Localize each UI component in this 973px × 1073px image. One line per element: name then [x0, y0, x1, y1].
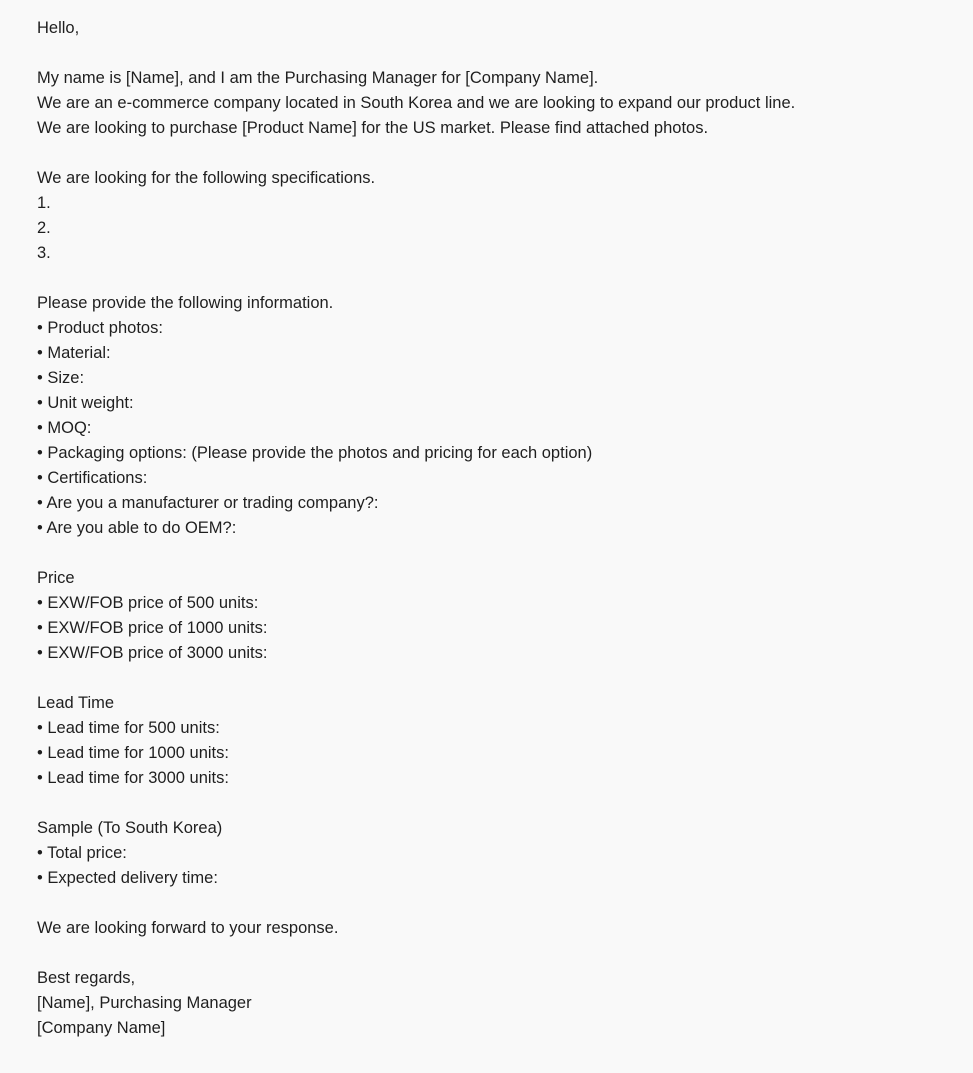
text-line: • Packaging options: (Please provide the photos and pricing for each option) — [37, 444, 593, 462]
text-line: [Company Name] — [37, 1019, 166, 1037]
text-line: • MOQ: — [37, 419, 92, 437]
blank-line — [37, 41, 805, 66]
blank-line — [37, 791, 805, 816]
text-line: • Total price: — [37, 844, 127, 862]
blank-line — [37, 266, 805, 291]
text-line: Hello, — [37, 19, 80, 37]
email-body — [37, 16, 805, 1041]
text-line: • EXW/FOB price of 1000 units: — [37, 619, 268, 637]
text-line: • Are you able to do OEM?: — [37, 519, 237, 537]
text-line: • Are you a manufacturer or trading company?: — [37, 494, 379, 512]
text-line: Price — [37, 569, 75, 587]
text-line: • Lead time for 1000 units: — [37, 744, 229, 762]
text-line: We are looking forward to your response. — [37, 919, 339, 937]
text-line: • Lead time for 500 units: — [37, 719, 220, 737]
text-line: • EXW/FOB price of 3000 units: — [37, 644, 268, 662]
text-line: • Expected delivery time: — [37, 869, 218, 887]
text-line: • Product photos: — [37, 319, 163, 337]
text-line: We are looking for the following specifications. — [37, 169, 376, 187]
text-line: Best regards, — [37, 969, 136, 987]
text-line: 3. — [37, 244, 51, 262]
blank-line — [37, 541, 805, 566]
text-line: • Unit weight: — [37, 394, 134, 412]
text-line: We are an e-commerce company located in South Korea and we are looking to expand our product line. — [37, 94, 796, 112]
text-line: • Size: — [37, 369, 85, 387]
text-line: My name is [Name], and I am the Purchasing Manager for [Company Name]. — [37, 69, 599, 87]
text-line: Lead Time — [37, 694, 115, 712]
text-line: • Material: — [37, 344, 111, 362]
blank-line — [37, 666, 805, 691]
blank-line — [37, 891, 805, 916]
text-line: 2. — [37, 219, 51, 237]
text-line: • Lead time for 3000 units: — [37, 769, 229, 787]
text-line: Please provide the following information. — [37, 294, 334, 312]
text-line: Sample (To South Korea) — [37, 819, 223, 837]
text-line: [Name], Purchasing Manager — [37, 994, 252, 1012]
blank-line — [37, 941, 805, 966]
text-line: • EXW/FOB price of 500 units: — [37, 594, 259, 612]
blank-line — [37, 141, 805, 166]
text-line: We are looking to purchase [Product Name] for the US market. Please find attached photos. — [37, 119, 709, 137]
text-line: 1. — [37, 194, 51, 212]
text-line: • Certifications: — [37, 469, 148, 487]
